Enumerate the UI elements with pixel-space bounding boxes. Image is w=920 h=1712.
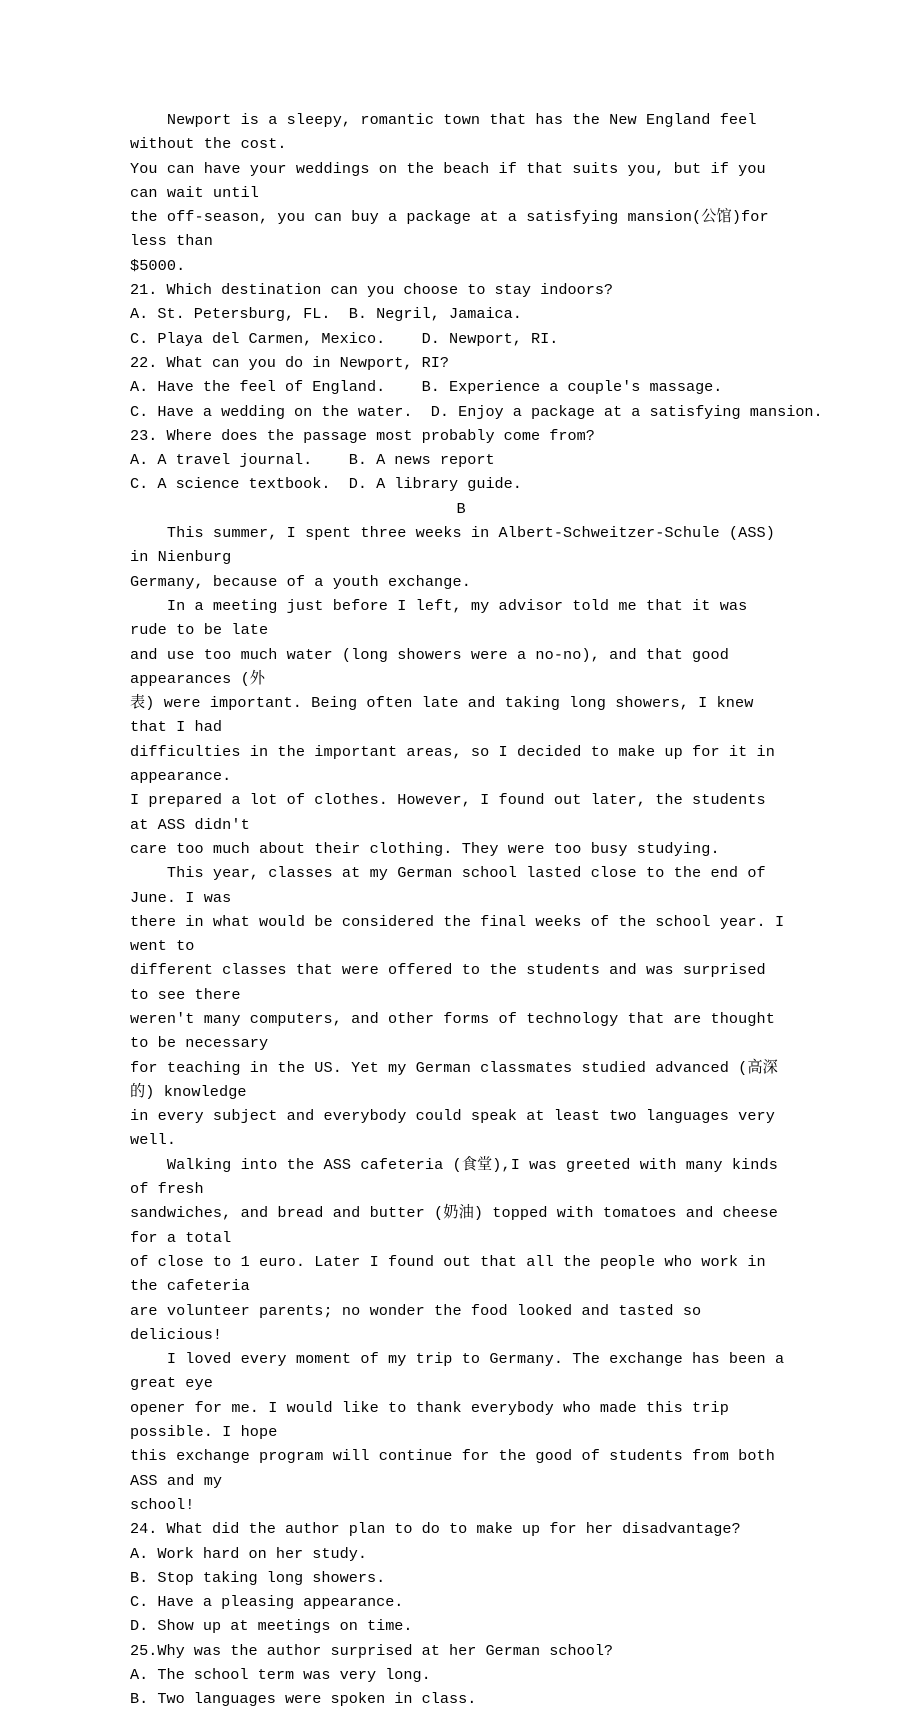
question-option-row[interactable]: A. The school term was very long. — [130, 1666, 431, 1684]
passage-b-line: different classes that were offered to the students and was surprised to see there — [130, 961, 775, 1004]
passage-b-line: of close to 1 euro. Later I found out that all the people who work in the cafeteria — [130, 1252, 775, 1296]
passage-b-paragraph-3 — [130, 861, 792, 1153]
question-22 — [130, 351, 823, 424]
passage-b-line: school! — [130, 1495, 195, 1514]
passage-b-paragraph-4 — [130, 1153, 792, 1347]
passage-b-line: in every subject and everybody could speak at least two languages very well. — [130, 1107, 785, 1150]
passage-b-line: Germany, because of a youth exchange. — [130, 572, 471, 591]
passage-b-line: This summer, I spent three weeks in Albert-Schweitzer-Schule (ASS) in Nienburg — [130, 524, 785, 567]
passage-b-line: This year, classes at my German school lasted close to the end of June. I was — [130, 864, 775, 907]
question-stem: 25.Why was the author surprised at her German school? — [130, 1641, 614, 1660]
passage-a-line: $5000. — [130, 256, 186, 275]
question-21 — [130, 278, 792, 351]
question-23 — [130, 424, 792, 497]
passage-b-line: I prepared a lot of clothes. However, I found out later, the students at ASS didn't — [130, 791, 775, 834]
question-24 — [130, 1517, 792, 1638]
question-option-row[interactable]: C. Have a pleasing appearance. — [130, 1593, 404, 1612]
question-option-row[interactable]: C. A science textbook. D. A library guide. — [130, 475, 522, 494]
passage-b-line: Walking into the ASS cafeteria (食堂),I was greeted with many kinds of fresh — [130, 1155, 788, 1199]
passage-b-line: this exchange program will continue for the good of students from both ASS and my — [130, 1447, 785, 1490]
passage-b-line: are volunteer parents; no wonder the food looked and tasted so delicious! — [130, 1301, 711, 1344]
passage-b-line: In a meeting just before I left, my advisor told me that it was rude to be late — [130, 596, 757, 640]
question-option-row[interactable]: C. Have a wedding on the water. D. Enjoy a package at a satisfying mansion. — [130, 402, 823, 421]
passage-a-line: You can have your weddings on the beach if that suits you, but if you can wait until — [130, 159, 775, 202]
question-option-row[interactable]: D. Show up at meetings on time. — [130, 1617, 413, 1636]
question-stem: 21. Which destination can you choose to stay indoors? — [130, 281, 614, 300]
question-option-row[interactable]: A. Have the feel of England. B. Experience a couple's massage. — [130, 378, 723, 397]
question-option-row[interactable]: A. A travel journal. B. A news report — [130, 451, 495, 470]
question-option-row[interactable]: C. Playa del Carmen, Mexico. D. Newport, RI. — [130, 329, 559, 348]
passage-b-line: difficulties in the important areas, so I decided to make up for it in appearance. — [130, 742, 785, 786]
question-option-row[interactable]: B. Two languages were spoken in class. — [130, 1690, 477, 1709]
passage-b-line: I loved every moment of my trip to Germany. The exchange has been a great eye — [130, 1350, 794, 1393]
passage-b-line: and use too much water (long showers were a no-no), and that good appearances (外 — [130, 645, 739, 688]
question-option-row[interactable]: B. Stop taking long showers. — [130, 1568, 386, 1587]
question-25 — [130, 1639, 792, 1712]
question-stem: 22. What can you do in Newport, RI? — [130, 353, 449, 372]
passage-b-line: weren't many computers, and other forms of technology that are thought to be necessary — [130, 1009, 785, 1053]
passage-b-line: opener for me. I would like to thank everybody who made this trip possible. I hope — [130, 1398, 739, 1442]
passage-a-line: Newport is a sleepy, romantic town that has the New England feel without the cost. — [130, 111, 766, 154]
passage-a-line: the off-season, you can buy a package at a satisfying mansion(公馆)for less than — [130, 208, 778, 251]
passage-b-paragraph-1 — [130, 521, 792, 594]
passage-a-tail — [130, 108, 792, 278]
passage-b-paragraph-2 — [130, 594, 792, 861]
passage-b-line: sandwiches, and bread and butter (奶油) topped with tomatoes and cheese for a total — [130, 1204, 788, 1247]
section-label-b: B — [456, 499, 466, 518]
passage-b-paragraph-5 — [130, 1347, 792, 1517]
passage-b-line: there in what would be considered the final weeks of the school year. I went to — [130, 912, 794, 956]
question-stem: 24. What did the author plan to do to make up for her disadvantage? — [130, 1520, 741, 1539]
passage-b-line: care too much about their clothing. They were too busy studying. — [130, 839, 720, 858]
question-option-row[interactable]: A. St. Petersburg, FL. B. Negril, Jamaica. — [130, 305, 522, 324]
question-option-row[interactable]: A. Work hard on her study. — [130, 1544, 367, 1563]
question-stem: 23. Where does the passage most probably come from? — [130, 426, 595, 445]
passage-b-line: for teaching in the US. Yet my German classmates studied advanced (高深的) knowledge — [130, 1058, 778, 1101]
passage-b-line: 表) were important. Being often late and taking long showers, I knew that I had — [130, 694, 763, 737]
